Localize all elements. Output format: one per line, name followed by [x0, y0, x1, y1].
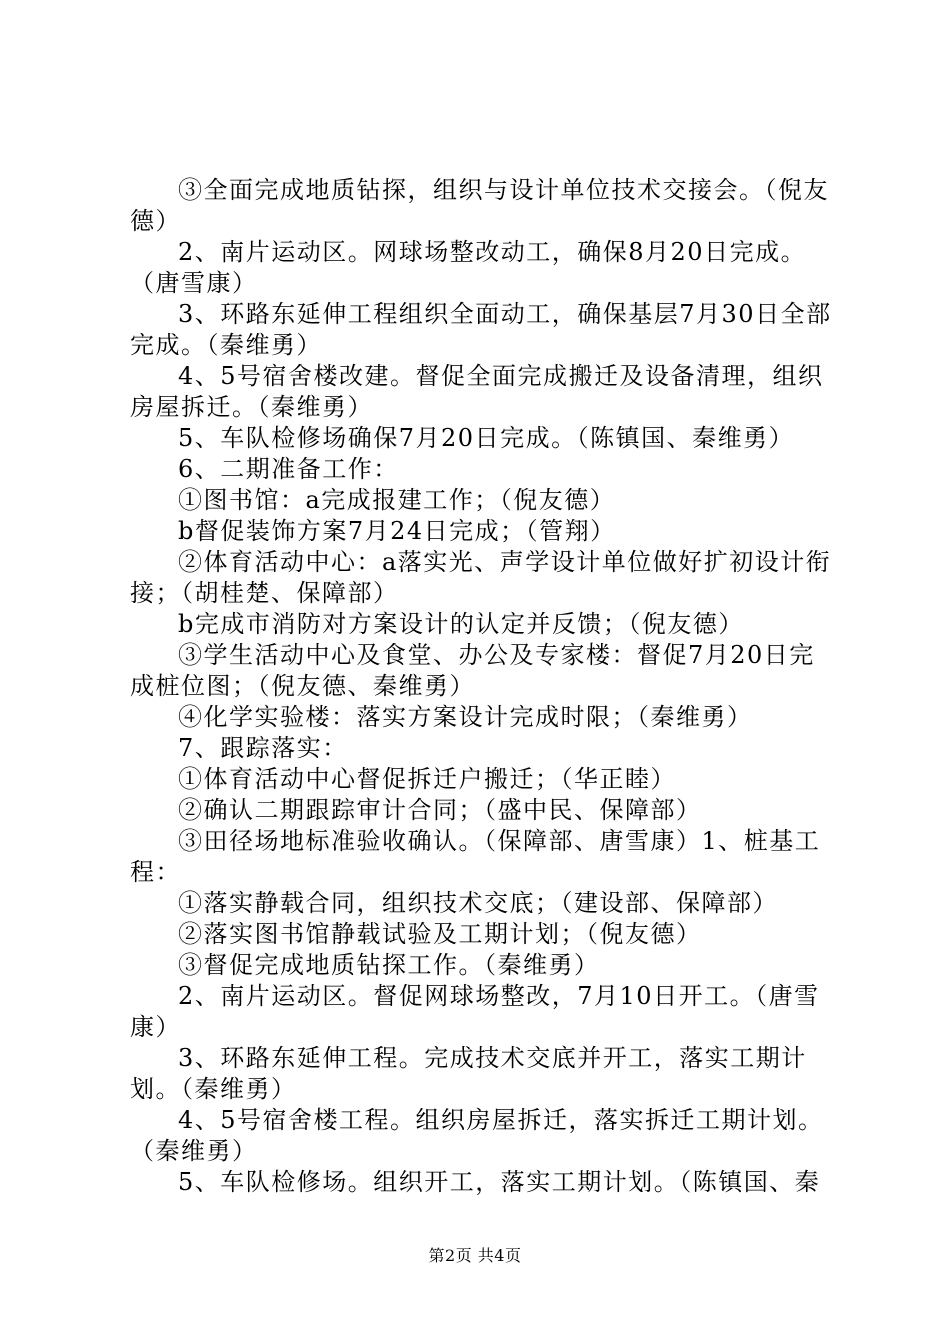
paragraph: 2、南片运动区。督促网球场整改，7月10日开工。（唐雪康） [130, 982, 820, 1041]
paragraph: ④化学实验楼：落实方案设计完成时限；（秦维勇） [178, 703, 753, 731]
document-body [130, 175, 835, 1198]
paragraph: 4、5号宿舍楼改建。督促全面完成搬迁及设备清理，组织房屋拆迁。（秦维勇） [130, 362, 824, 421]
paragraph: 4、5号宿舍楼工程。组织房屋拆迁，落实拆迁工期计划。（秦维勇） [130, 1106, 824, 1165]
paragraph: 5、车队检修场确保7月20日完成。（陈镇国、秦维勇） [178, 424, 795, 452]
paragraph: ③督促完成地质钻探工作。（秦维勇） [178, 951, 600, 979]
paragraph: ②体育活动中心：a落实光、声学设计单位做好扩初设计衔接；（胡桂楚、保障部） [130, 548, 832, 607]
page-number-label: 第2页 共4页 [428, 1246, 522, 1265]
paragraph: b督促装饰方案7月24日完成；（管翔） [178, 517, 616, 545]
paragraph: ①图书馆：a完成报建工作；（倪友德） [178, 486, 616, 514]
page-footer [0, 1243, 950, 1266]
paragraph: ③全面完成地质钻探，组织与设计单位技术交接会。（倪友德） [130, 176, 829, 235]
paragraph: ②落实图书馆静载试验及工期计划；（倪友德） [178, 920, 702, 948]
paragraph: ①落实静载合同，组织技术交底；（建设部、保障部） [178, 889, 778, 917]
paragraph: ②确认二期跟踪审计合同；（盛中民、保障部） [178, 796, 702, 824]
paragraph: ①体育活动中心督促拆迁户搬迁；（华正睦） [178, 765, 676, 793]
paragraph: ③田径场地标准验收确认。（保障部、唐雪康）1、桩基工程： [130, 827, 821, 886]
paragraph: 7、跟踪落实： [178, 734, 348, 762]
paragraph: ③学生活动中心及食堂、办公及专家楼：督促7月20日完成桩位图；（倪友德、秦维勇） [130, 641, 815, 700]
paragraph: b完成市消防对方案设计的认定并反馈；（倪友德） [178, 610, 744, 638]
paragraph: 3、环路东延伸工程。完成技术交底并开工，落实工期计划。（秦维勇） [130, 1044, 807, 1103]
paragraph: 2、南片运动区。网球场整改动工，确保8月20日完成。（唐雪康） [130, 238, 807, 297]
paragraph: 6、二期准备工作： [178, 455, 399, 483]
paragraph: 3、环路东延伸工程组织全面动工，确保基层7月30日全部完成。（秦维勇） [130, 300, 832, 359]
paragraph: 5、车队检修场。组织开工，落实工期计划。（陈镇国、秦 [178, 1168, 821, 1196]
